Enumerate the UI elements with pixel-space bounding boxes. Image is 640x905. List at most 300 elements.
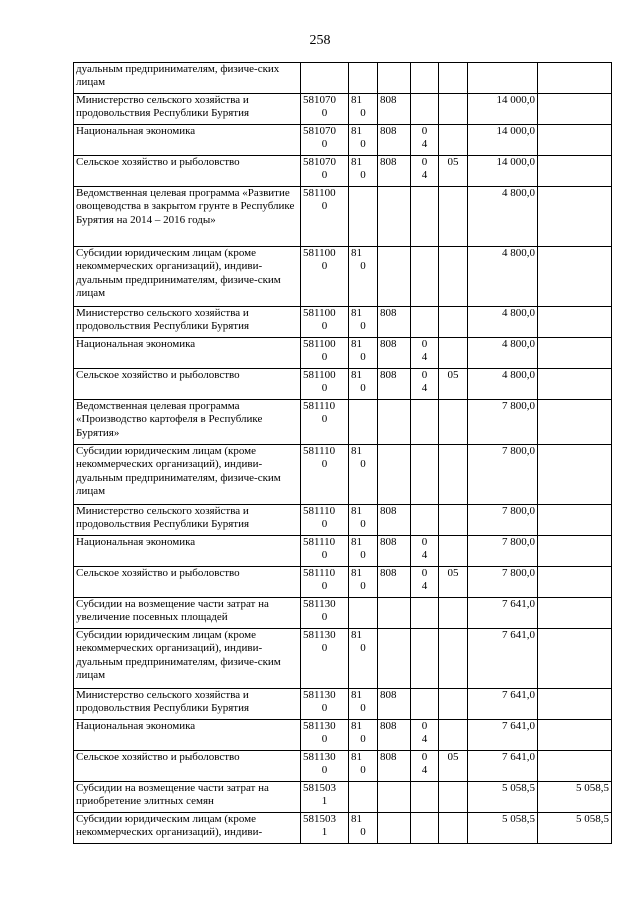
amount-cell-text: 7 641,0 <box>502 689 535 701</box>
amount-cell <box>468 782 538 813</box>
amount-cell <box>468 187 538 247</box>
expense-type-cell <box>349 598 378 629</box>
amount-cell <box>468 720 538 751</box>
subsection-code-cell-text: 05 <box>447 751 459 763</box>
expense-type-cell-text: 81 <box>351 567 362 579</box>
amount-cell-text: 7 800,0 <box>502 400 535 412</box>
row-name-cell <box>74 369 301 400</box>
expense-type-cell <box>349 125 378 156</box>
section-code-cell <box>411 782 439 813</box>
target-code-cell <box>301 125 349 156</box>
budget-table <box>73 62 612 844</box>
table-row <box>74 567 612 598</box>
row-name-cell <box>74 751 301 782</box>
grbs-code-cell <box>378 247 411 307</box>
target-code-cell-text: 581100 <box>303 247 336 259</box>
row-name-cell-text: Ведомственная целевая программа «Развитие овощеводства в закрытом грунте в Республике Бурятия на 2014 – 2016 годы» <box>76 187 295 226</box>
expense-type-cell <box>349 536 378 567</box>
target-code-cell-text: 0 <box>321 169 328 182</box>
target-code-cell-text: 0 <box>321 320 328 333</box>
row-name-cell-text: Министерство сельского хозяйства и продовольствия Республики Бурятия <box>76 307 250 333</box>
grbs-code-cell <box>378 445 411 505</box>
grbs-code-cell <box>378 536 411 567</box>
amount-extra-cell <box>538 94 612 125</box>
target-code-cell-text: 581110 <box>303 567 336 579</box>
amount-cell-text: 7 641,0 <box>502 720 535 732</box>
row-name-cell <box>74 445 301 505</box>
amount-cell <box>468 94 538 125</box>
table-row <box>74 505 612 536</box>
target-code-cell-text: 0 <box>321 260 328 273</box>
table-row <box>74 63 612 94</box>
target-code-cell <box>301 187 349 247</box>
expense-type-cell-text: 0 <box>360 107 366 120</box>
target-code-cell <box>301 63 349 94</box>
row-name-cell <box>74 629 301 689</box>
expense-type-cell <box>349 720 378 751</box>
grbs-code-cell-text: 808 <box>380 567 397 579</box>
row-name-cell <box>74 187 301 247</box>
row-name-cell-text: Субсидии юридическим лицам (кроме некоммерческих организаций), индиви-дуальным предпринимателям, физиче-ским лицам <box>76 247 281 300</box>
target-code-cell-text: 581100 <box>303 187 336 199</box>
amount-extra-cell <box>538 505 612 536</box>
table-row <box>74 751 612 782</box>
target-code-cell-text: 581130 <box>303 629 336 641</box>
section-code-cell-text: 0 <box>421 369 428 381</box>
subsection-code-cell <box>439 156 468 187</box>
amount-extra-cell <box>538 689 612 720</box>
section-code-cell <box>411 536 439 567</box>
grbs-code-cell-text: 808 <box>380 125 397 137</box>
grbs-code-cell-text: 808 <box>380 156 397 168</box>
amount-cell <box>468 125 538 156</box>
page-number: 258 <box>309 33 331 48</box>
grbs-code-cell <box>378 187 411 247</box>
target-code-cell-text: 581110 <box>303 505 336 517</box>
table-row <box>74 187 612 247</box>
amount-extra-cell <box>538 338 612 369</box>
amount-cell-text: 4 800,0 <box>502 187 535 199</box>
amount-extra-cell <box>538 813 612 844</box>
row-name-cell <box>74 338 301 369</box>
grbs-code-cell <box>378 505 411 536</box>
row-name-cell-text: Министерство сельского хозяйства и продовольствия Республики Бурятия <box>76 689 250 715</box>
section-code-cell <box>411 505 439 536</box>
row-name-cell-text: Субсидии юридическим лицам (кроме некоммерческих организаций), индиви-дуальным предпринимателям, физиче-ским лицам <box>76 629 281 682</box>
section-code-cell <box>411 247 439 307</box>
grbs-code-cell <box>378 156 411 187</box>
expense-type-cell-text: 0 <box>360 169 366 182</box>
row-name-cell-text: Национальная экономика <box>76 338 196 350</box>
subsection-code-cell <box>439 369 468 400</box>
section-code-cell-text: 0 <box>421 567 428 579</box>
expense-type-cell-text: 81 <box>351 369 362 381</box>
target-code-cell <box>301 307 349 338</box>
expense-type-cell <box>349 63 378 94</box>
expense-type-cell-text: 0 <box>360 733 366 746</box>
row-name-cell <box>74 782 301 813</box>
row-name-cell <box>74 307 301 338</box>
grbs-code-cell-text: 808 <box>380 751 397 763</box>
target-code-cell <box>301 247 349 307</box>
expense-type-cell-text: 81 <box>351 94 362 106</box>
row-name-cell <box>74 567 301 598</box>
grbs-code-cell <box>378 307 411 338</box>
amount-extra-cell <box>538 187 612 247</box>
subsection-code-cell <box>439 782 468 813</box>
subsection-code-cell <box>439 63 468 94</box>
section-code-cell-text: 4 <box>421 549 428 562</box>
expense-type-cell <box>349 187 378 247</box>
table-row <box>74 598 612 629</box>
target-code-cell-text: 581070 <box>303 125 336 137</box>
amount-extra-cell <box>538 247 612 307</box>
target-code-cell-text: 581130 <box>303 751 336 763</box>
target-code-cell-text: 0 <box>321 351 328 364</box>
amount-cell <box>468 598 538 629</box>
row-name-cell-text: Национальная экономика <box>76 536 196 548</box>
amount-cell <box>468 689 538 720</box>
section-code-cell <box>411 629 439 689</box>
grbs-code-cell-text: 808 <box>380 536 397 548</box>
target-code-cell <box>301 369 349 400</box>
row-name-cell <box>74 689 301 720</box>
amount-extra-cell <box>538 307 612 338</box>
row-name-cell <box>74 505 301 536</box>
amount-cell <box>468 505 538 536</box>
expense-type-cell <box>349 307 378 338</box>
target-code-cell <box>301 813 349 844</box>
section-code-cell <box>411 187 439 247</box>
table-row <box>74 445 612 505</box>
target-code-cell <box>301 94 349 125</box>
expense-type-cell-text: 0 <box>360 702 366 715</box>
amount-extra-cell <box>538 598 612 629</box>
subsection-code-cell <box>439 187 468 247</box>
amount-cell-text: 5 058,5 <box>502 813 535 825</box>
amount-cell-text: 4 800,0 <box>502 307 535 319</box>
target-code-cell-text: 0 <box>321 458 328 471</box>
expense-type-cell <box>349 369 378 400</box>
subsection-code-cell <box>439 125 468 156</box>
amount-cell <box>468 445 538 505</box>
target-code-cell <box>301 400 349 445</box>
target-code-cell-text: 581070 <box>303 94 336 106</box>
table-row <box>74 307 612 338</box>
section-code-cell-text: 4 <box>421 733 428 746</box>
subsection-code-cell <box>439 445 468 505</box>
expense-type-cell-text: 0 <box>360 382 366 395</box>
amount-extra-cell <box>538 751 612 782</box>
grbs-code-cell <box>378 689 411 720</box>
target-code-cell-text: 581503 <box>303 782 336 794</box>
amount-cell-text: 4 800,0 <box>502 338 535 350</box>
amount-extra-cell <box>538 536 612 567</box>
amount-extra-cell-text: 5 058,5 <box>576 782 609 794</box>
target-code-cell-text: 581130 <box>303 689 336 701</box>
expense-type-cell <box>349 338 378 369</box>
grbs-code-cell <box>378 63 411 94</box>
section-code-cell-text: 4 <box>421 169 428 182</box>
section-code-cell <box>411 720 439 751</box>
table-row <box>74 369 612 400</box>
section-code-cell <box>411 156 439 187</box>
grbs-code-cell <box>378 125 411 156</box>
expense-type-cell-text: 0 <box>360 642 366 655</box>
row-name-cell <box>74 536 301 567</box>
target-code-cell-text: 0 <box>321 107 328 120</box>
subsection-code-cell <box>439 536 468 567</box>
amount-extra-cell-text: 5 058,5 <box>576 813 609 825</box>
amount-cell-text: 7 641,0 <box>502 598 535 610</box>
expense-type-cell <box>349 247 378 307</box>
target-code-cell <box>301 505 349 536</box>
amount-extra-cell <box>538 629 612 689</box>
target-code-cell-text: 0 <box>321 138 328 151</box>
target-code-cell-text: 581110 <box>303 400 336 412</box>
expense-type-cell-text: 81 <box>351 720 362 732</box>
target-code-cell-text: 0 <box>321 702 328 715</box>
expense-type-cell-text: 0 <box>360 320 366 333</box>
grbs-code-cell <box>378 598 411 629</box>
subsection-code-cell-text: 05 <box>447 567 459 579</box>
target-code-cell <box>301 567 349 598</box>
amount-cell-text: 4 800,0 <box>502 369 535 381</box>
table-row <box>74 247 612 307</box>
table-row <box>74 400 612 445</box>
section-code-cell-text: 4 <box>421 580 428 593</box>
section-code-cell <box>411 567 439 598</box>
row-name-cell-text: Сельское хозяйство и рыболовство <box>76 751 240 763</box>
row-name-cell-text: Сельское хозяйство и рыболовство <box>76 369 240 381</box>
section-code-cell <box>411 813 439 844</box>
subsection-code-cell <box>439 689 468 720</box>
expense-type-cell-text: 0 <box>360 518 366 531</box>
amount-extra-cell <box>538 63 612 94</box>
section-code-cell <box>411 689 439 720</box>
expense-type-cell <box>349 445 378 505</box>
section-code-cell-text: 4 <box>421 138 428 151</box>
table-row <box>74 125 612 156</box>
amount-cell-text: 7 800,0 <box>502 536 535 548</box>
row-name-cell-text: Субсидии юридическим лицам (кроме некоммерческих организаций), индиви-дуальным предпринимателям, физиче-ским лицам <box>76 445 281 498</box>
row-name-cell-text: Субсидии юридическим лицам (кроме некоммерческих организаций), индиви- <box>76 813 263 839</box>
grbs-code-cell <box>378 400 411 445</box>
amount-cell <box>468 247 538 307</box>
target-code-cell-text: 1 <box>321 795 328 808</box>
target-code-cell <box>301 156 349 187</box>
subsection-code-cell <box>439 813 468 844</box>
row-name-cell-text: дуальным предпринимателям, физиче-ских лицам <box>76 63 280 89</box>
expense-type-cell-text: 81 <box>351 689 362 701</box>
row-name-cell <box>74 63 301 94</box>
target-code-cell-text: 0 <box>321 549 328 562</box>
subsection-code-cell <box>439 94 468 125</box>
table-row <box>74 813 612 844</box>
grbs-code-cell-text: 808 <box>380 369 397 381</box>
target-code-cell-text: 581100 <box>303 307 336 319</box>
grbs-code-cell <box>378 813 411 844</box>
grbs-code-cell-text: 808 <box>380 94 397 106</box>
section-code-cell <box>411 369 439 400</box>
target-code-cell <box>301 689 349 720</box>
expense-type-cell-text: 81 <box>351 751 362 763</box>
expense-type-cell-text: 81 <box>351 247 362 259</box>
row-name-cell-text: Субсидии на возмещение части затрат на увеличение посевных площадей <box>76 598 269 624</box>
target-code-cell <box>301 338 349 369</box>
row-name-cell-text: Ведомственная целевая программа «Производство картофеля в Республике Бурятия» <box>76 400 263 439</box>
expense-type-cell-text: 0 <box>360 458 366 471</box>
amount-cell <box>468 338 538 369</box>
amount-cell <box>468 400 538 445</box>
target-code-cell <box>301 598 349 629</box>
amount-cell-text: 14 000,0 <box>496 156 535 168</box>
table-row <box>74 156 612 187</box>
table-row <box>74 689 612 720</box>
amount-cell-text: 14 000,0 <box>496 125 535 137</box>
expense-type-cell-text: 0 <box>360 764 366 777</box>
expense-type-cell <box>349 629 378 689</box>
table-row <box>74 94 612 125</box>
grbs-code-cell-text: 808 <box>380 505 397 517</box>
expense-type-cell-text: 81 <box>351 125 362 137</box>
target-code-cell-text: 0 <box>321 413 328 426</box>
section-code-cell <box>411 125 439 156</box>
amount-extra-cell <box>538 156 612 187</box>
amount-extra-cell <box>538 567 612 598</box>
target-code-cell-text: 0 <box>321 611 328 624</box>
amount-cell-text: 14 000,0 <box>496 94 535 106</box>
expense-type-cell-text: 81 <box>351 505 362 517</box>
row-name-cell-text: Министерство сельского хозяйства и продовольствия Республики Бурятия <box>76 505 250 531</box>
table-row <box>74 782 612 813</box>
row-name-cell <box>74 720 301 751</box>
grbs-code-cell <box>378 782 411 813</box>
section-code-cell <box>411 445 439 505</box>
amount-extra-cell <box>538 400 612 445</box>
expense-type-cell-text: 81 <box>351 338 362 350</box>
subsection-code-cell <box>439 567 468 598</box>
table-body <box>74 63 612 844</box>
section-code-cell <box>411 63 439 94</box>
row-name-cell <box>74 156 301 187</box>
expense-type-cell <box>349 94 378 125</box>
target-code-cell <box>301 445 349 505</box>
section-code-cell-text: 4 <box>421 382 428 395</box>
target-code-cell-text: 581110 <box>303 536 336 548</box>
expense-type-cell <box>349 751 378 782</box>
target-code-cell-text: 581070 <box>303 156 336 168</box>
row-name-cell <box>74 400 301 445</box>
amount-cell <box>468 63 538 94</box>
expense-type-cell <box>349 400 378 445</box>
target-code-cell-text: 0 <box>321 518 328 531</box>
grbs-code-cell <box>378 369 411 400</box>
target-code-cell-text: 581130 <box>303 720 336 732</box>
amount-cell-text: 4 800,0 <box>502 247 535 259</box>
amount-cell-text: 7 800,0 <box>502 445 535 457</box>
row-name-cell <box>74 125 301 156</box>
target-code-cell-text: 581100 <box>303 338 336 350</box>
section-code-cell-text: 4 <box>421 764 428 777</box>
target-code-cell <box>301 782 349 813</box>
section-code-cell-text: 0 <box>421 156 428 168</box>
row-name-cell-text: Сельское хозяйство и рыболовство <box>76 567 240 579</box>
section-code-cell-text: 4 <box>421 351 428 364</box>
target-code-cell <box>301 720 349 751</box>
subsection-code-cell <box>439 400 468 445</box>
subsection-code-cell <box>439 598 468 629</box>
section-code-cell-text: 0 <box>421 751 428 763</box>
section-code-cell <box>411 400 439 445</box>
expense-type-cell-text: 0 <box>360 260 366 273</box>
row-name-cell <box>74 813 301 844</box>
subsection-code-cell-text: 05 <box>447 369 459 381</box>
target-code-cell-text: 0 <box>321 382 328 395</box>
amount-cell-text: 7 641,0 <box>502 629 535 641</box>
target-code-cell-text: 0 <box>321 733 328 746</box>
amount-cell-text: 7 641,0 <box>502 751 535 763</box>
section-code-cell <box>411 338 439 369</box>
section-code-cell <box>411 307 439 338</box>
row-name-cell <box>74 247 301 307</box>
amount-cell-text: 5 058,5 <box>502 782 535 794</box>
amount-cell <box>468 813 538 844</box>
section-code-cell-text: 0 <box>421 125 428 137</box>
expense-type-cell <box>349 782 378 813</box>
target-code-cell-text: 0 <box>321 642 328 655</box>
target-code-cell-text: 581110 <box>303 445 336 457</box>
amount-cell <box>468 567 538 598</box>
section-code-cell-text: 0 <box>421 338 428 350</box>
table-row <box>74 629 612 689</box>
subsection-code-cell <box>439 629 468 689</box>
section-code-cell <box>411 94 439 125</box>
section-code-cell <box>411 751 439 782</box>
amount-cell-text: 7 800,0 <box>502 567 535 579</box>
subsection-code-cell <box>439 307 468 338</box>
expense-type-cell-text: 0 <box>360 826 366 839</box>
section-code-cell-text: 0 <box>421 720 428 732</box>
subsection-code-cell <box>439 247 468 307</box>
row-name-cell-text: Министерство сельского хозяйства и продовольствия Республики Бурятия <box>76 94 250 120</box>
amount-cell <box>468 307 538 338</box>
target-code-cell <box>301 751 349 782</box>
amount-extra-cell <box>538 369 612 400</box>
subsection-code-cell <box>439 338 468 369</box>
grbs-code-cell-text: 808 <box>380 307 397 319</box>
row-name-cell-text: Сельское хозяйство и рыболовство <box>76 156 240 168</box>
expense-type-cell-text: 0 <box>360 549 366 562</box>
subsection-code-cell <box>439 720 468 751</box>
row-name-cell-text: Национальная экономика <box>76 720 196 732</box>
table-row <box>74 720 612 751</box>
grbs-code-cell-text: 808 <box>380 689 397 701</box>
amount-cell-text: 7 800,0 <box>502 505 535 517</box>
expense-type-cell-text: 0 <box>360 138 366 151</box>
grbs-code-cell <box>378 629 411 689</box>
expense-type-cell <box>349 567 378 598</box>
target-code-cell-text: 581100 <box>303 369 336 381</box>
expense-type-cell-text: 81 <box>351 445 362 457</box>
target-code-cell-text: 581503 <box>303 813 336 825</box>
target-code-cell-text: 1 <box>321 826 328 839</box>
grbs-code-cell <box>378 338 411 369</box>
expense-type-cell-text: 0 <box>360 580 366 593</box>
row-name-cell <box>74 94 301 125</box>
expense-type-cell-text: 81 <box>351 307 362 319</box>
section-code-cell-text: 0 <box>421 536 428 548</box>
